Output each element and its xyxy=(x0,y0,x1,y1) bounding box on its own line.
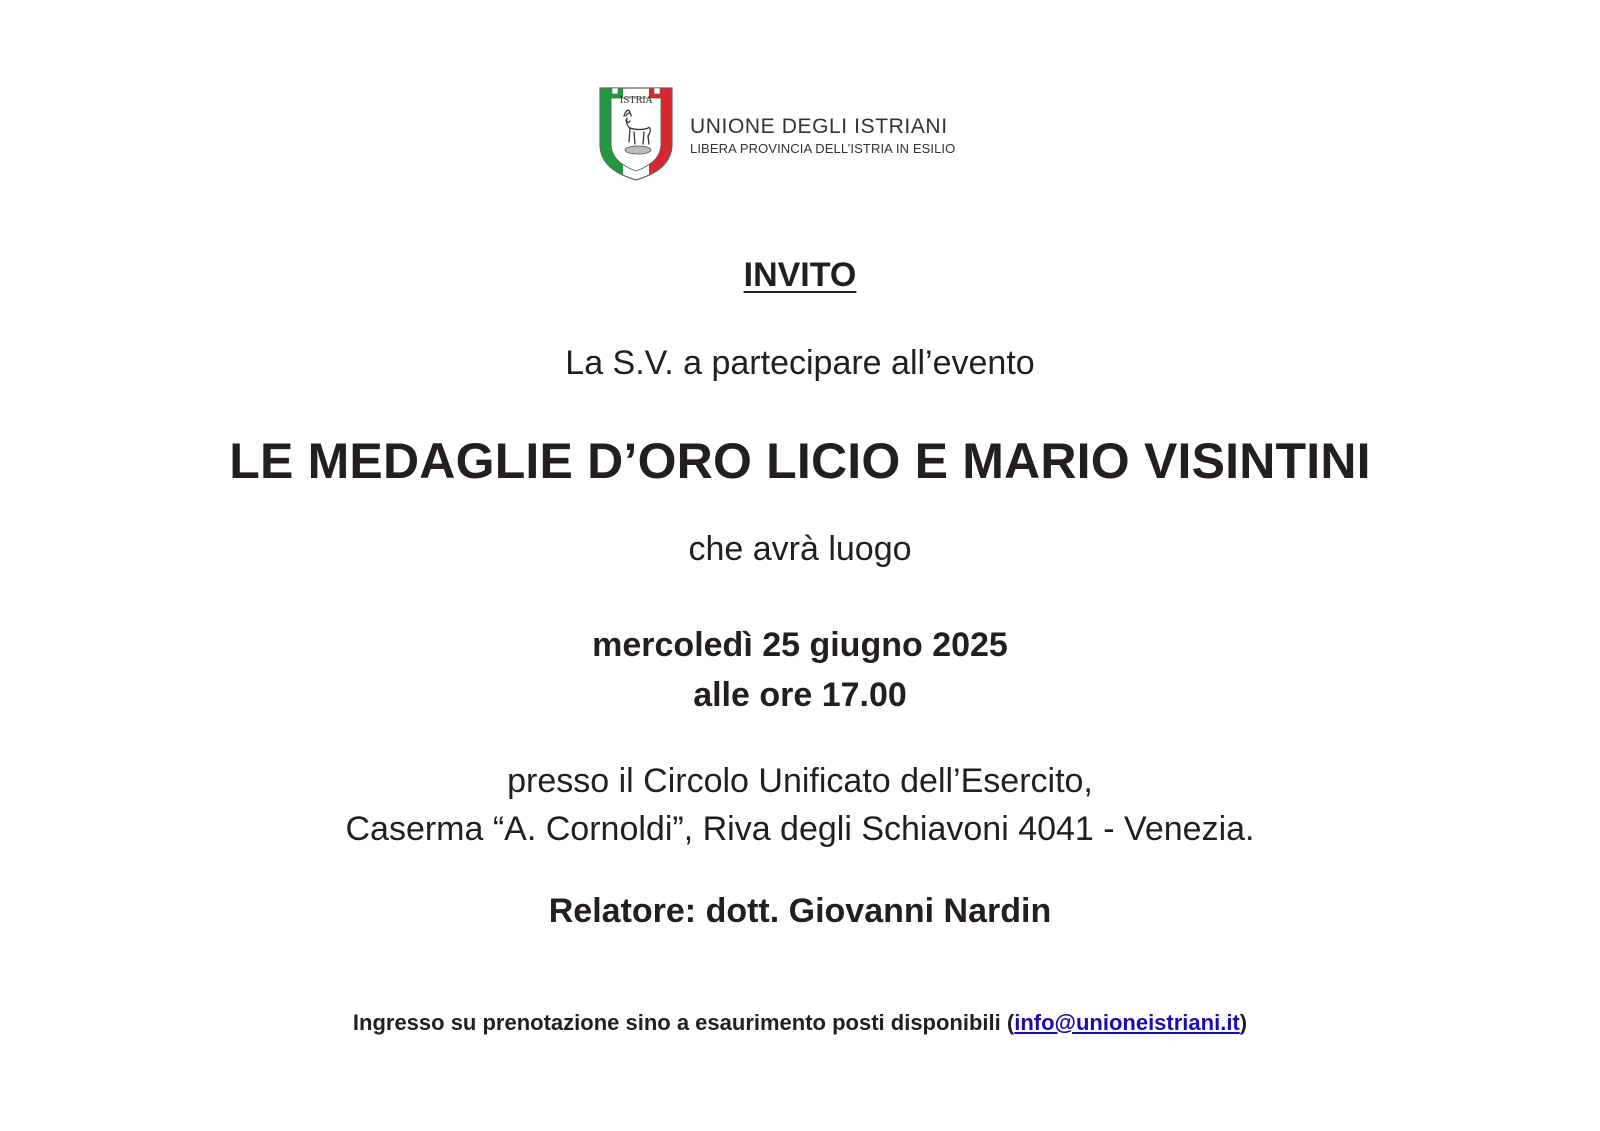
booking-note xyxy=(0,1010,1600,1036)
email-link[interactable]: info@unioneistriani.it xyxy=(1014,1010,1240,1035)
crest-label: ISTRIA xyxy=(619,96,653,106)
istria-crest-logo xyxy=(596,86,676,182)
event-title: LE MEDAGLIE D’ORO LICIO E MARIO VISINTINI xyxy=(229,433,1371,489)
booking-text: Ingresso su prenotazione sino a esaurimento posti disponibili ( xyxy=(352,1010,1015,1035)
event-date: mercoledì 25 giugno 2025 xyxy=(592,626,1008,664)
speaker: Relatore: dott. Giovanni Nardin xyxy=(548,892,1052,930)
booking-close: ) xyxy=(1239,1010,1248,1035)
place-intro: che avrà luogo xyxy=(688,530,912,568)
venue-line-1: presso il Circolo Unificato dell’Esercito, xyxy=(507,762,1093,800)
organization-subtitle: LIBERA PROVINCIA DELL’ISTRIA IN ESILIO xyxy=(690,141,956,156)
venue-line-2: Caserma “A. Cornoldi”, Riva degli Schiavoni 4041 - Venezia. xyxy=(345,810,1255,848)
event-time: alle ore 17.00 xyxy=(693,676,907,714)
invitation-heading: INVITO xyxy=(743,256,857,294)
invitation-intro: La S.V. a partecipare all’evento xyxy=(565,344,1035,382)
organization-name: UNIONE DEGLI ISTRIANI xyxy=(690,115,948,138)
organization-header xyxy=(596,86,955,182)
organization-text xyxy=(690,114,955,158)
